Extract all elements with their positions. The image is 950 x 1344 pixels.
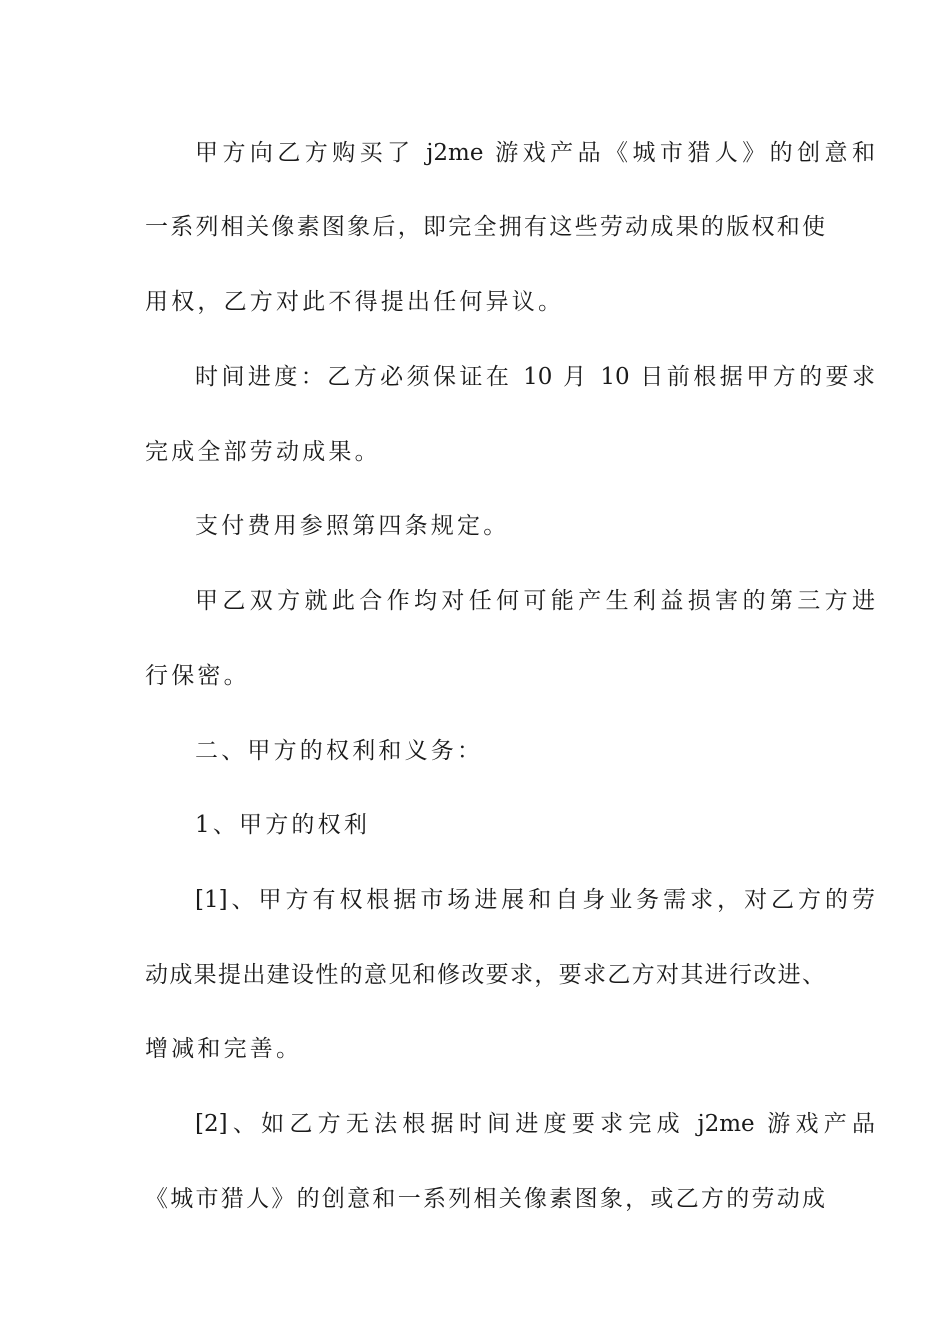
- paragraph-line: 时间进度：乙方必须保证在 10 月 10 日前根据甲方的要求: [195, 364, 875, 390]
- subsection-heading: 1、甲方的权利: [195, 812, 371, 838]
- paragraph-line: 支付费用参照第四条规定。: [195, 513, 510, 539]
- paragraph-line: 用权，乙方对此不得提出任何异议。: [145, 289, 565, 315]
- paragraph-line: 动成果提出建设性的意见和修改要求，要求乙方对其进行改进、: [145, 962, 825, 988]
- paragraph-line: 行保密。: [145, 663, 250, 689]
- paragraph-line: 甲方向乙方购买了 j2me 游戏产品《城市猎人》的创意和: [195, 140, 875, 166]
- paragraph-line: 增减和完善。: [145, 1036, 303, 1062]
- paragraph-line: 完成全部劳动成果。: [145, 439, 381, 465]
- paragraph-line: [1]、甲方有权根据市场进展和自身业务需求，对乙方的劳: [195, 887, 875, 913]
- paragraph-line: 一系列相关像素图象后，即完全拥有这些劳动成果的版权和使: [145, 214, 825, 240]
- section-heading: 二、甲方的权利和义务：: [195, 738, 484, 764]
- paragraph-line: 《城市猎人》的创意和一系列相关像素图象，或乙方的劳动成: [145, 1186, 825, 1212]
- paragraph-line: 甲乙双方就此合作均对任何可能产生利益损害的第三方进: [195, 588, 875, 614]
- paragraph-line: [2]、如乙方无法根据时间进度要求完成 j2me 游戏产品: [195, 1111, 875, 1137]
